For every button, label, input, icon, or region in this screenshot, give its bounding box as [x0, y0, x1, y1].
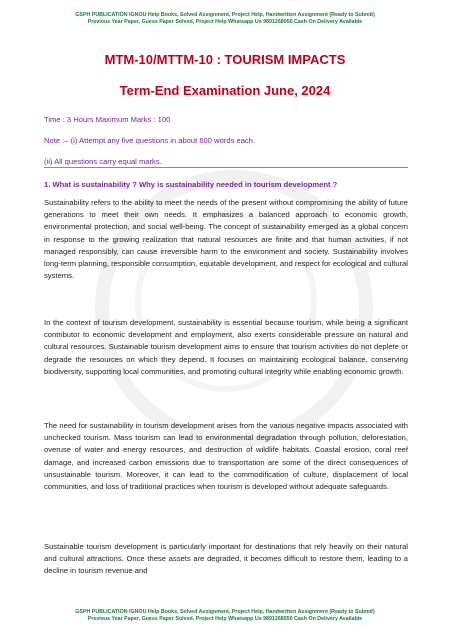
answer-paragraph-1: Sustainability refers to the ability to meet the needs of the present without compromising the ability of future generations to meet their own needs. It emphasizes a balanced approach to economic growth, environmental protection, and social well-being. The concept of sustainability emerged as a global concern in response to the growing realization that natural resources are finite and that human activities, if not managed responsibly, can cause irreversible harm to the environment and society. Sustainability involves long-term planning, responsible consumption, equitable development, and respect for ecological and cultural systems.: [44, 198, 408, 281]
answer-paragraph-2: In the context of tourism development, sustainability is essential because tourism, while being a significant contributor to economic development and employment, also exerts considerable pressure on natural and cultural resources. Sustainable tourism development aims to ensure that tourism activities do not deplete or degrade the resources on which they depend. It focuses on maintaining ecological balance, conserving biodiversity, supporting local communities, and promoting cultural integrity while enabling economic growth.: [44, 318, 408, 376]
answer-paragraph-4: Sustainable tourism development is particularly important for destinations that rely heavily on their natural and cultural attractions. Once these assets are degraded, it becomes difficult to restore them, leading to a decline in tourism revenue and: [44, 542, 408, 576]
question-heading: 1. What is sustainability ? Why is sustainability needed in tourism development ?: [44, 180, 338, 189]
page-header: [0, 12, 450, 26]
answer-paragraph-3: The need for sustainability in tourism development arises from the various negative impacts associated with unchecked tourism. Mass tourism can lead to environmental degradation through pollution, deforestation, overuse of water and energy resources, and destruction of wildlife habitats. Coastal erosion, coral reef damage, and increased carbon emissions due to transportation are some of the direct consequences of unsustainable tourism. Moreover, it can lead to the commodification of culture, displacement of local communities, and loss of traditional practices when tourism is developed without adequate safeguards.: [44, 421, 408, 492]
header-line-2: Previous Year Paper, Guess Paper Solved, Project Help Whatsapp Us 9891268050 Cash On Delivery Available: [87, 19, 363, 26]
document-subtitle: Term-End Examination June, 2024: [119, 83, 331, 98]
divider: [44, 167, 408, 168]
header-line-1: GSPH PUBLICATION IGNOU Help Books, Solved Assignment, Project Help, Handwritten Assignment (Ready to Submit): [75, 12, 375, 18]
footer-line-2: Previous Year Paper, Guess Paper Solved, Project Help Whatsapp Us 9891268050 Cash On Delivery Available: [87, 616, 363, 623]
time-marks-line: Time : 3 Hours Maximum Marks : 100: [44, 115, 171, 124]
footer-line-1: GSPH PUBLICATION IGNOU Help Books, Solved Assignment, Project Help, Handwritten Assignment (Ready to Submit): [75, 609, 375, 615]
note-line-2: (ii) All questions carry equal marks.: [44, 157, 162, 166]
note-line: Note :– (i) Attempt any five questions in about 600 words each.: [44, 136, 256, 145]
page-footer: [0, 609, 450, 623]
document-title: MTM-10/MTTM-10 : TOURISM IMPACTS: [104, 52, 346, 67]
